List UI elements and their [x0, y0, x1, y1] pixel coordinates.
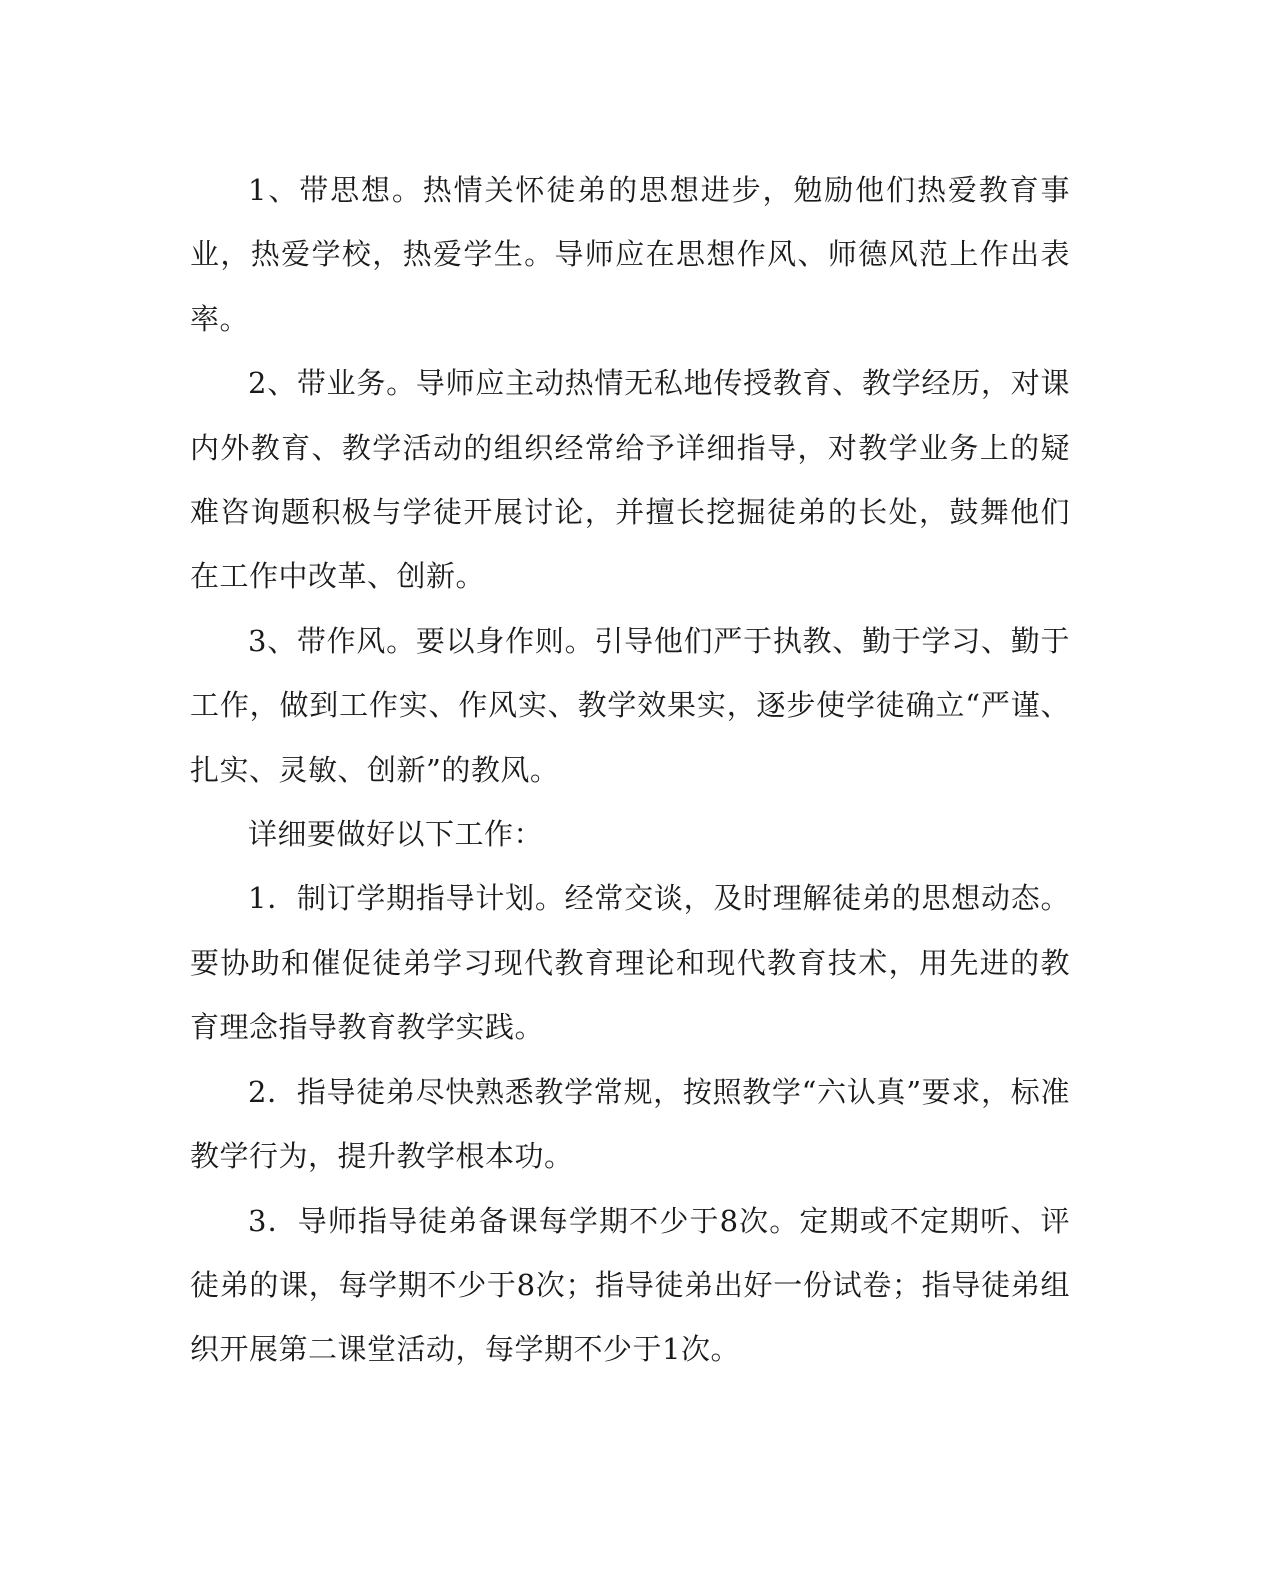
- paragraph-mentor-thought: 1、带思想。热情关怀徒弟的思想进步，勉励他们热爱教育事业，热爱学校，热爱学生。导师应在思想作风、师德风范上作出表率。: [190, 173, 1070, 336]
- paragraph-task-routine: 2．指导徒弟尽快熟悉教学常规，按照教学“六认真”要求，标准教学行为，提升教学根本功。: [190, 1074, 1070, 1174]
- paragraph-mentor-business: 2、带业务。导师应主动热情无私地传授教育、教学经历，对课内外教育、教学活动的组织经常给予详细指导，对教学业务上的疑难咨询题积极与学徒开展讨论，并擅长挖掘徒弟的长处，鼓舞他们在工作中改革、创新。: [190, 366, 1070, 594]
- document-body: [190, 158, 1070, 1382]
- paragraph-mentor-style: 3、带作风。要以身作则。引导他们严于执教、勤于学习、勤于工作，做到工作实、作风实、教学效果实，逐步使学徒确立“严谨、扎实、灵敏、创新”的教风。: [190, 623, 1070, 787]
- paragraph-task-lessons: 3．导师指导徒弟备课每学期不少于8次。定期或不定期听、评徒弟的课，每学期不少于8次；指导徒弟出好一份试卷；指导徒弟组织开展第二课堂活动，每学期不少于1次。: [190, 1203, 1070, 1367]
- paragraph-task-plan: 1．制订学期指导计划。经常交谈，及时理解徒弟的思想动态。要协助和催促徒弟学习现代教育理论和现代教育技术，用先进的教育理念指导教育教学实践。: [190, 881, 1070, 1045]
- paragraph-work-intro: 详细要做好以下工作：: [248, 817, 544, 852]
